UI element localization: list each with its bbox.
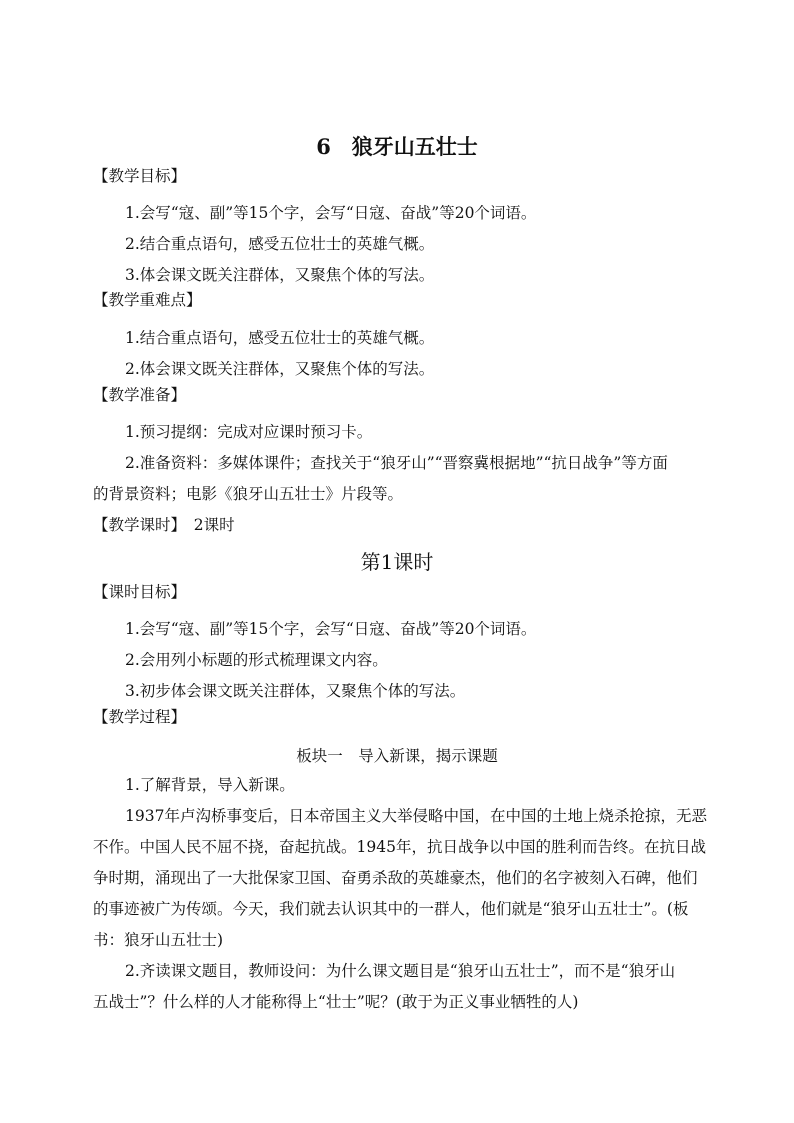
lesson-goal-item: 1.会写“寇、副”等15个字，会写“日寇、奋战”等20个词语。	[125, 620, 537, 638]
process-paragraph: 的事迹被广为传颂。今天，我们就去认识其中的一群人，他们就是“狼牙山五壮士”。(板	[93, 900, 689, 918]
goal-item: 2.结合重点语句，感受五位壮士的英雄气概。	[125, 235, 435, 253]
process-paragraph: 2.齐读课文题目，教师设问：为什么课文题目是“狼牙山五壮士”，而不是“狼牙山	[125, 962, 676, 980]
class-hours: 【教学课时】 2课时	[93, 516, 235, 534]
key-point-item: 2.体会课文既关注群体，又聚焦个体的写法。	[125, 360, 435, 378]
process-paragraph: 争时期，涌现出了一大批保家卫国、奋勇杀敌的英雄豪杰，他们的名字被刻入石碑，他们	[93, 869, 698, 887]
process-paragraph: 1.了解背景，导入新课。	[125, 776, 295, 794]
document-title: 6 狼牙山五壮士	[316, 134, 478, 159]
goal-item: 1.会写“寇、副”等15个字，会写“日寇、奋战”等20个词语。	[125, 204, 537, 222]
process-paragraph: 不作。中国人民不屈不挠，奋起抗战。1945年，抗日战争以中国的胜利而告终。在抗日战	[93, 838, 706, 856]
prep-item-continued: 的背景资料；电影《狼牙山五壮士》片段等。	[93, 485, 404, 503]
lesson-goals-heading: 【课时目标】	[93, 583, 187, 601]
lesson-goal-item: 2.会用列小标题的形式梳理课文内容。	[125, 651, 388, 669]
prep-item: 1.预习提纲：完成对应课时预习卡。	[125, 423, 373, 441]
lesson-goal-item: 3.初步体会课文既关注群体，又聚焦个体的写法。	[125, 682, 466, 700]
process-paragraph: 书：狼牙山五壮士)	[93, 931, 224, 949]
key-point-item: 1.结合重点语句，感受五位壮士的英雄气概。	[125, 329, 435, 347]
prep-heading: 【教学准备】	[93, 386, 187, 404]
goal-item: 3.体会课文既关注群体，又聚焦个体的写法。	[125, 266, 435, 284]
lesson-title: 第1课时	[360, 550, 434, 574]
process-paragraph: 1937年卢沟桥事变后，日本帝国主义大举侵略中国，在中国的土地上烧杀抢掠，无恶	[125, 807, 707, 825]
process-heading: 【教学过程】	[93, 708, 187, 726]
section-title: 板块一 导入新课，揭示课题	[296, 747, 498, 765]
prep-item: 2.准备资料：多媒体课件；查找关于“狼牙山”“晋察冀根据地”“抗日战争”等方面	[125, 454, 668, 472]
key-points-heading: 【教学重难点】	[93, 291, 202, 309]
goals-heading: 【教学目标】	[93, 167, 187, 185]
process-paragraph: 五战士”？什么样的人才能称得上“壮士”呢？(敢于为正义事业牺牲的人)	[93, 993, 579, 1011]
